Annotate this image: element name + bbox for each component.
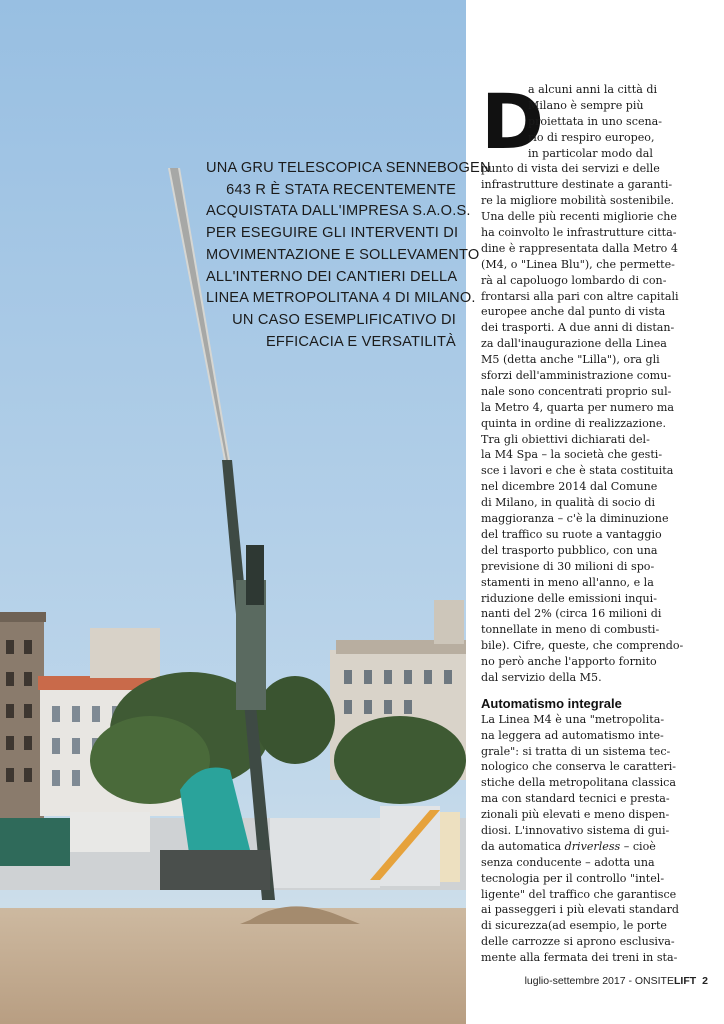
text-line: nanti del 2% (circa 16 milioni di xyxy=(481,607,662,621)
text-line: la Metro 4, quarta per numero ma xyxy=(481,400,674,414)
text-line: di sicurezza(ad esempio, le porte xyxy=(481,919,667,933)
text-line: Tra gli obiettivi dichiarati del- xyxy=(481,432,650,446)
text-line: dal servizio della M5. xyxy=(481,670,602,684)
text-line: La Linea M4 è una "metropolita- xyxy=(481,712,665,726)
caption-line: UNA GRU TELESCOPICA SENNEBOGEN xyxy=(206,160,491,176)
text-line: previsione di 30 milioni di spo- xyxy=(481,559,655,573)
text-line: punto di vista dei servizi e delle xyxy=(481,162,660,176)
text-line: ma con standard tecnici e presta- xyxy=(481,792,670,806)
dirt-ground xyxy=(0,908,466,1024)
text-line: zionali più elevati e meno dispen- xyxy=(481,808,670,822)
drop-cap: D xyxy=(481,77,545,166)
caption-line: ACQUISTATA DALL'IMPRESA S.A.O.S. xyxy=(206,203,471,220)
text-line: in particolar modo dal xyxy=(528,146,653,160)
text-line: diosi. L'innovativo sistema di gui- xyxy=(481,823,670,837)
text-line: di Milano, in qualità di socio di xyxy=(481,496,656,510)
caption-line: ALL'INTERNO DEI CANTIERI DELLA xyxy=(206,268,458,285)
text-line: nale sono concentrati proprio sul- xyxy=(481,384,672,398)
caption-line: EFFICACIA E VERSATILITÀ xyxy=(265,333,456,350)
text-line: del trasporto pubblico, con una xyxy=(481,543,658,557)
text-line: tonnellate in meno di combusti- xyxy=(481,623,660,637)
text-line: dei trasporti. A due anni di distan- xyxy=(481,321,675,335)
text-line: stamenti in meno all'anno, e la xyxy=(481,575,654,589)
issue-date: luglio-settembre 2017 - xyxy=(524,975,635,987)
text-line: stiche della metropolitana classica xyxy=(481,776,676,790)
brand-name: ONSITE xyxy=(634,975,674,987)
text-line: quinta in ordine di realizzazione. xyxy=(481,416,666,430)
text-line: Milano è sempre più xyxy=(528,98,644,112)
page-number: 2 xyxy=(702,975,708,987)
text-line: rà al capoluogo lombardo di con- xyxy=(481,273,667,287)
text-line: (M4, o "Linea Blu"), che permette- xyxy=(481,257,675,271)
section-heading: Automatismo integrale xyxy=(481,695,622,711)
text-line: za dall'inaugurazione della Linea xyxy=(481,337,667,351)
text-line: nel dicembre 2014 dal Comune xyxy=(481,480,658,494)
text-line: senza conducente – adotta una xyxy=(481,855,655,869)
text-line: tecnologia per il controllo "intel- xyxy=(481,871,665,885)
text-line: ha coinvolto le infrastrutture citta- xyxy=(481,226,677,240)
page-footer xyxy=(498,975,708,987)
left-building xyxy=(0,612,46,818)
text-line: proiettata in uno scena- xyxy=(528,114,663,128)
text-line: dine è rappresentata dalla Metro 4 xyxy=(481,241,678,255)
caption-line: UN CASO ESEMPLIFICATIVO DI xyxy=(232,311,456,328)
text-line: M5 (detta anche "Lilla"), ora gli xyxy=(481,353,660,367)
text-line: bile). Cifre, queste, che comprendo- xyxy=(481,639,684,653)
text-line: rio di respiro europeo, xyxy=(528,130,655,144)
photo-caption xyxy=(206,158,491,353)
text-line: sforzi dell'amministrazione comu- xyxy=(481,369,672,383)
text-line: ligente" del traffico che garantisce xyxy=(481,887,677,901)
text-line: grale": si tratta di un sistema tec- xyxy=(481,744,671,758)
text-line: Una delle più recenti migliorie che xyxy=(481,210,677,224)
article-body xyxy=(481,77,703,966)
text-line: frontarsi alla pari con altre capitali xyxy=(481,289,679,303)
caption-line: MOVIMENTAZIONE E SOLLEVAMENTO xyxy=(206,246,480,263)
text-line: del traffico su ruote a vantaggio xyxy=(481,527,662,541)
text-line: sce i lavori e che è stata costituita xyxy=(481,464,674,478)
text-line: infrastrutture destinate a garanti- xyxy=(481,178,673,192)
text-line: na leggera ad automatismo inte- xyxy=(481,728,664,742)
text-line: europee anche dal punto di vista xyxy=(481,305,666,319)
text-line: delle carrozze si aprono esclusiva- xyxy=(481,935,675,949)
text-line: da automatica driverless – cioè xyxy=(481,839,656,853)
text-line: nologico che conserva le caratteri- xyxy=(481,760,677,774)
text-line: riduzione delle emissioni inqui- xyxy=(481,591,657,605)
brand-name-bold: LIFT xyxy=(673,975,697,987)
text-line: maggioranza – c'è la diminuzione xyxy=(481,512,669,526)
text-line: no però anche l'apporto fornito xyxy=(481,655,657,669)
caption-line: PER ESEGUIRE GLI INTERVENTI DI xyxy=(206,225,459,242)
text-line: re la migliore mobilità sostenibile. xyxy=(481,194,675,208)
text-line: la M4 Spa – la società che gesti- xyxy=(481,448,663,462)
text-line: mente alla fermata dei treni in sta- xyxy=(481,951,678,965)
text-line: a alcuni anni la città di xyxy=(528,83,658,96)
text-line: ai passeggeri i più elevati standard xyxy=(481,903,680,917)
caption-line: 643 R È STATA RECENTEMENTE xyxy=(226,181,456,198)
caption-line: LINEA METROPOLITANA 4 DI MILANO. xyxy=(206,290,476,307)
